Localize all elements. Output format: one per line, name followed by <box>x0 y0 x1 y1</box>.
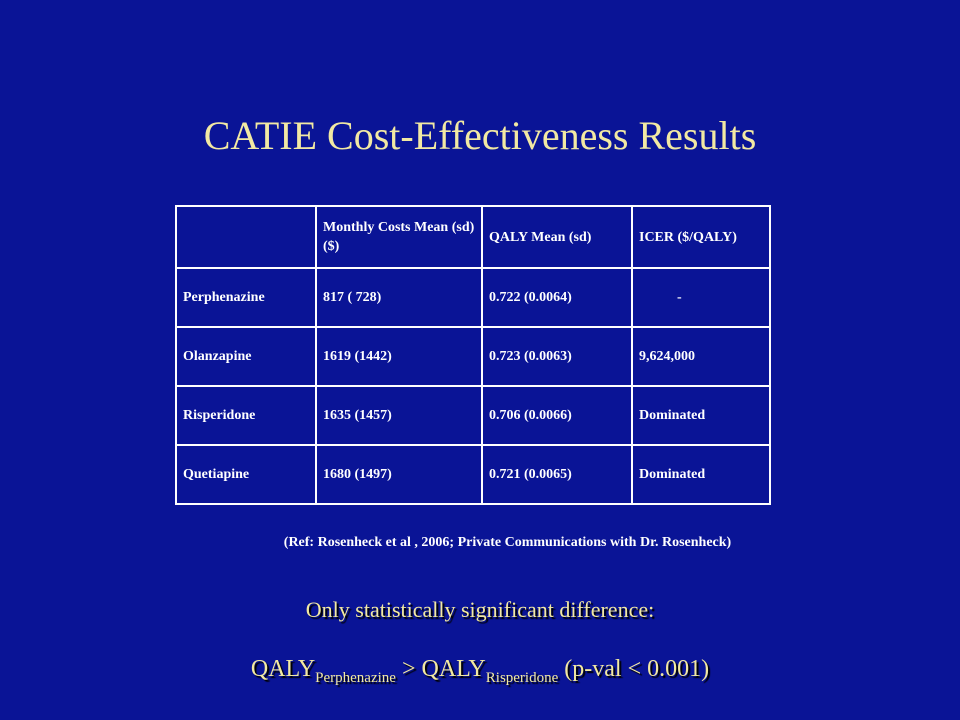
header-qaly-mean: QALY Mean (sd) <box>482 206 632 268</box>
qaly-term-2: QALY <box>421 656 486 682</box>
monthly-cost-cell: 1680 (1497) <box>316 445 482 504</box>
p-value: (p-val < 0.001) <box>558 656 710 682</box>
table-row <box>176 327 770 386</box>
table-row <box>176 386 770 445</box>
drug-name-cell: Quetiapine <box>176 445 316 504</box>
header-cell-empty <box>176 206 316 268</box>
table-header-row <box>176 206 770 268</box>
table-row <box>176 268 770 327</box>
reference-note: (Ref: Rosenheck et al , 2006; Private Communications with Dr. Rosenheck) <box>283 535 732 550</box>
monthly-cost-cell: 1619 (1442) <box>316 327 482 386</box>
icer-cell: Dominated <box>632 386 770 445</box>
icer-cell <box>632 268 770 327</box>
qaly-term-1: QALY <box>250 656 316 682</box>
drug-name-cell: Olanzapine <box>176 327 316 386</box>
icer-cell: 9,624,000 <box>632 327 770 386</box>
drug-name-cell: Perphenazine <box>176 268 316 327</box>
subscript-perphenazine: Perphenazine <box>315 670 396 686</box>
conclusion-line-1: Only statistically significant difference: <box>305 597 655 622</box>
qaly-cell: 0.722 (0.0064) <box>482 268 632 327</box>
header-monthly-costs: Monthly Costs Mean (sd) ($) <box>316 206 482 268</box>
drug-name-cell: Risperidone <box>176 386 316 445</box>
results-table <box>175 205 771 505</box>
qaly-cell: 0.723 (0.0063) <box>482 327 632 386</box>
monthly-cost-cell: 817 ( 728) <box>316 268 482 327</box>
conclusion-line-2 <box>0 656 960 687</box>
monthly-cost-cell: 1635 (1457) <box>316 386 482 445</box>
subscript-risperidone: Risperidone <box>485 670 559 686</box>
table-row <box>176 445 770 504</box>
icer-cell: Dominated <box>632 445 770 504</box>
qaly-cell: 0.706 (0.0066) <box>482 386 632 445</box>
icer-value: - <box>677 290 682 305</box>
slide-title: CATIE Cost-Effectiveness Results <box>203 113 757 158</box>
qaly-cell: 0.721 (0.0065) <box>482 445 632 504</box>
greater-than: > <box>395 656 422 682</box>
header-icer: ICER ($/QALY) <box>632 206 770 268</box>
